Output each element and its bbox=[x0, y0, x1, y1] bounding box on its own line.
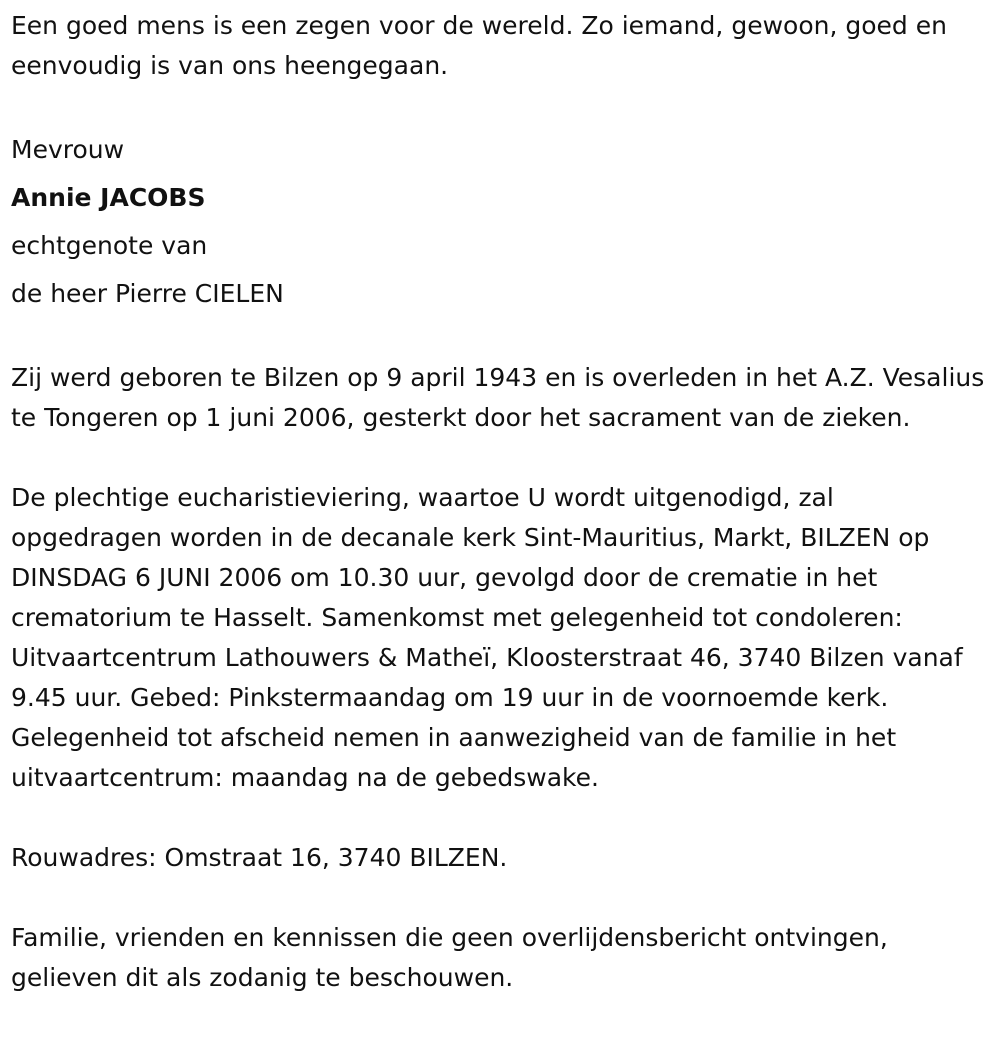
address-text: Rouwadres: Omstraat 16, 3740 BILZEN. bbox=[11, 843, 508, 872]
spacer bbox=[11, 798, 1000, 838]
ceremony-text: De plechtige eucharistieviering, waartoe U wordt uitgenodigd, zal opgedragen worden in de decanale kerk Sint-Mauritius, Markt, BILZEN op DINSDAG 6 JUNI 2006 om 10.30 uur, gevolgd door de crematie in het crematorium te Hasselt. Samenkomst met gelegenheid tot condoleren: Uitvaartcentrum Lathouwers & Matheï, Kloosterstraat 46, 3740 Bilzen vanaf 9.45 uur. Gebed: Pinkstermaandag om 19 uur in de voornoemde kerk. Gelegenheid tot afscheid nemen in aanwezigheid van de familie in het uitvaartcentrum: maandag na de gebedswake. bbox=[11, 483, 963, 792]
partner-name: de heer Pierre CIELEN bbox=[11, 279, 284, 308]
deceased-name: Annie JACOBS bbox=[11, 183, 206, 212]
closing-text: Familie, vrienden en kennissen die geen overlijdensbericht ontvingen, gelieven dit als zodanig te beschouwen. bbox=[11, 923, 888, 992]
birth-death-text: Zij werd geboren te Bilzen op 9 april 1943 en is overleden in het A.Z. Vesalius te Tongeren op 1 juni 2006, gesterkt door het sacrament van de zieken. bbox=[11, 363, 985, 432]
intro-text: Een goed mens is een zegen voor de wereld. Zo iemand, gewoon, goed en eenvoudig is van ons heengegaan. bbox=[11, 11, 947, 80]
spacer bbox=[11, 318, 1000, 358]
spacer bbox=[11, 86, 1000, 126]
spacer bbox=[11, 878, 1000, 918]
relation-text: echtgenote van bbox=[11, 231, 208, 260]
spacer bbox=[11, 438, 1000, 478]
honorific: Mevrouw bbox=[11, 135, 125, 164]
